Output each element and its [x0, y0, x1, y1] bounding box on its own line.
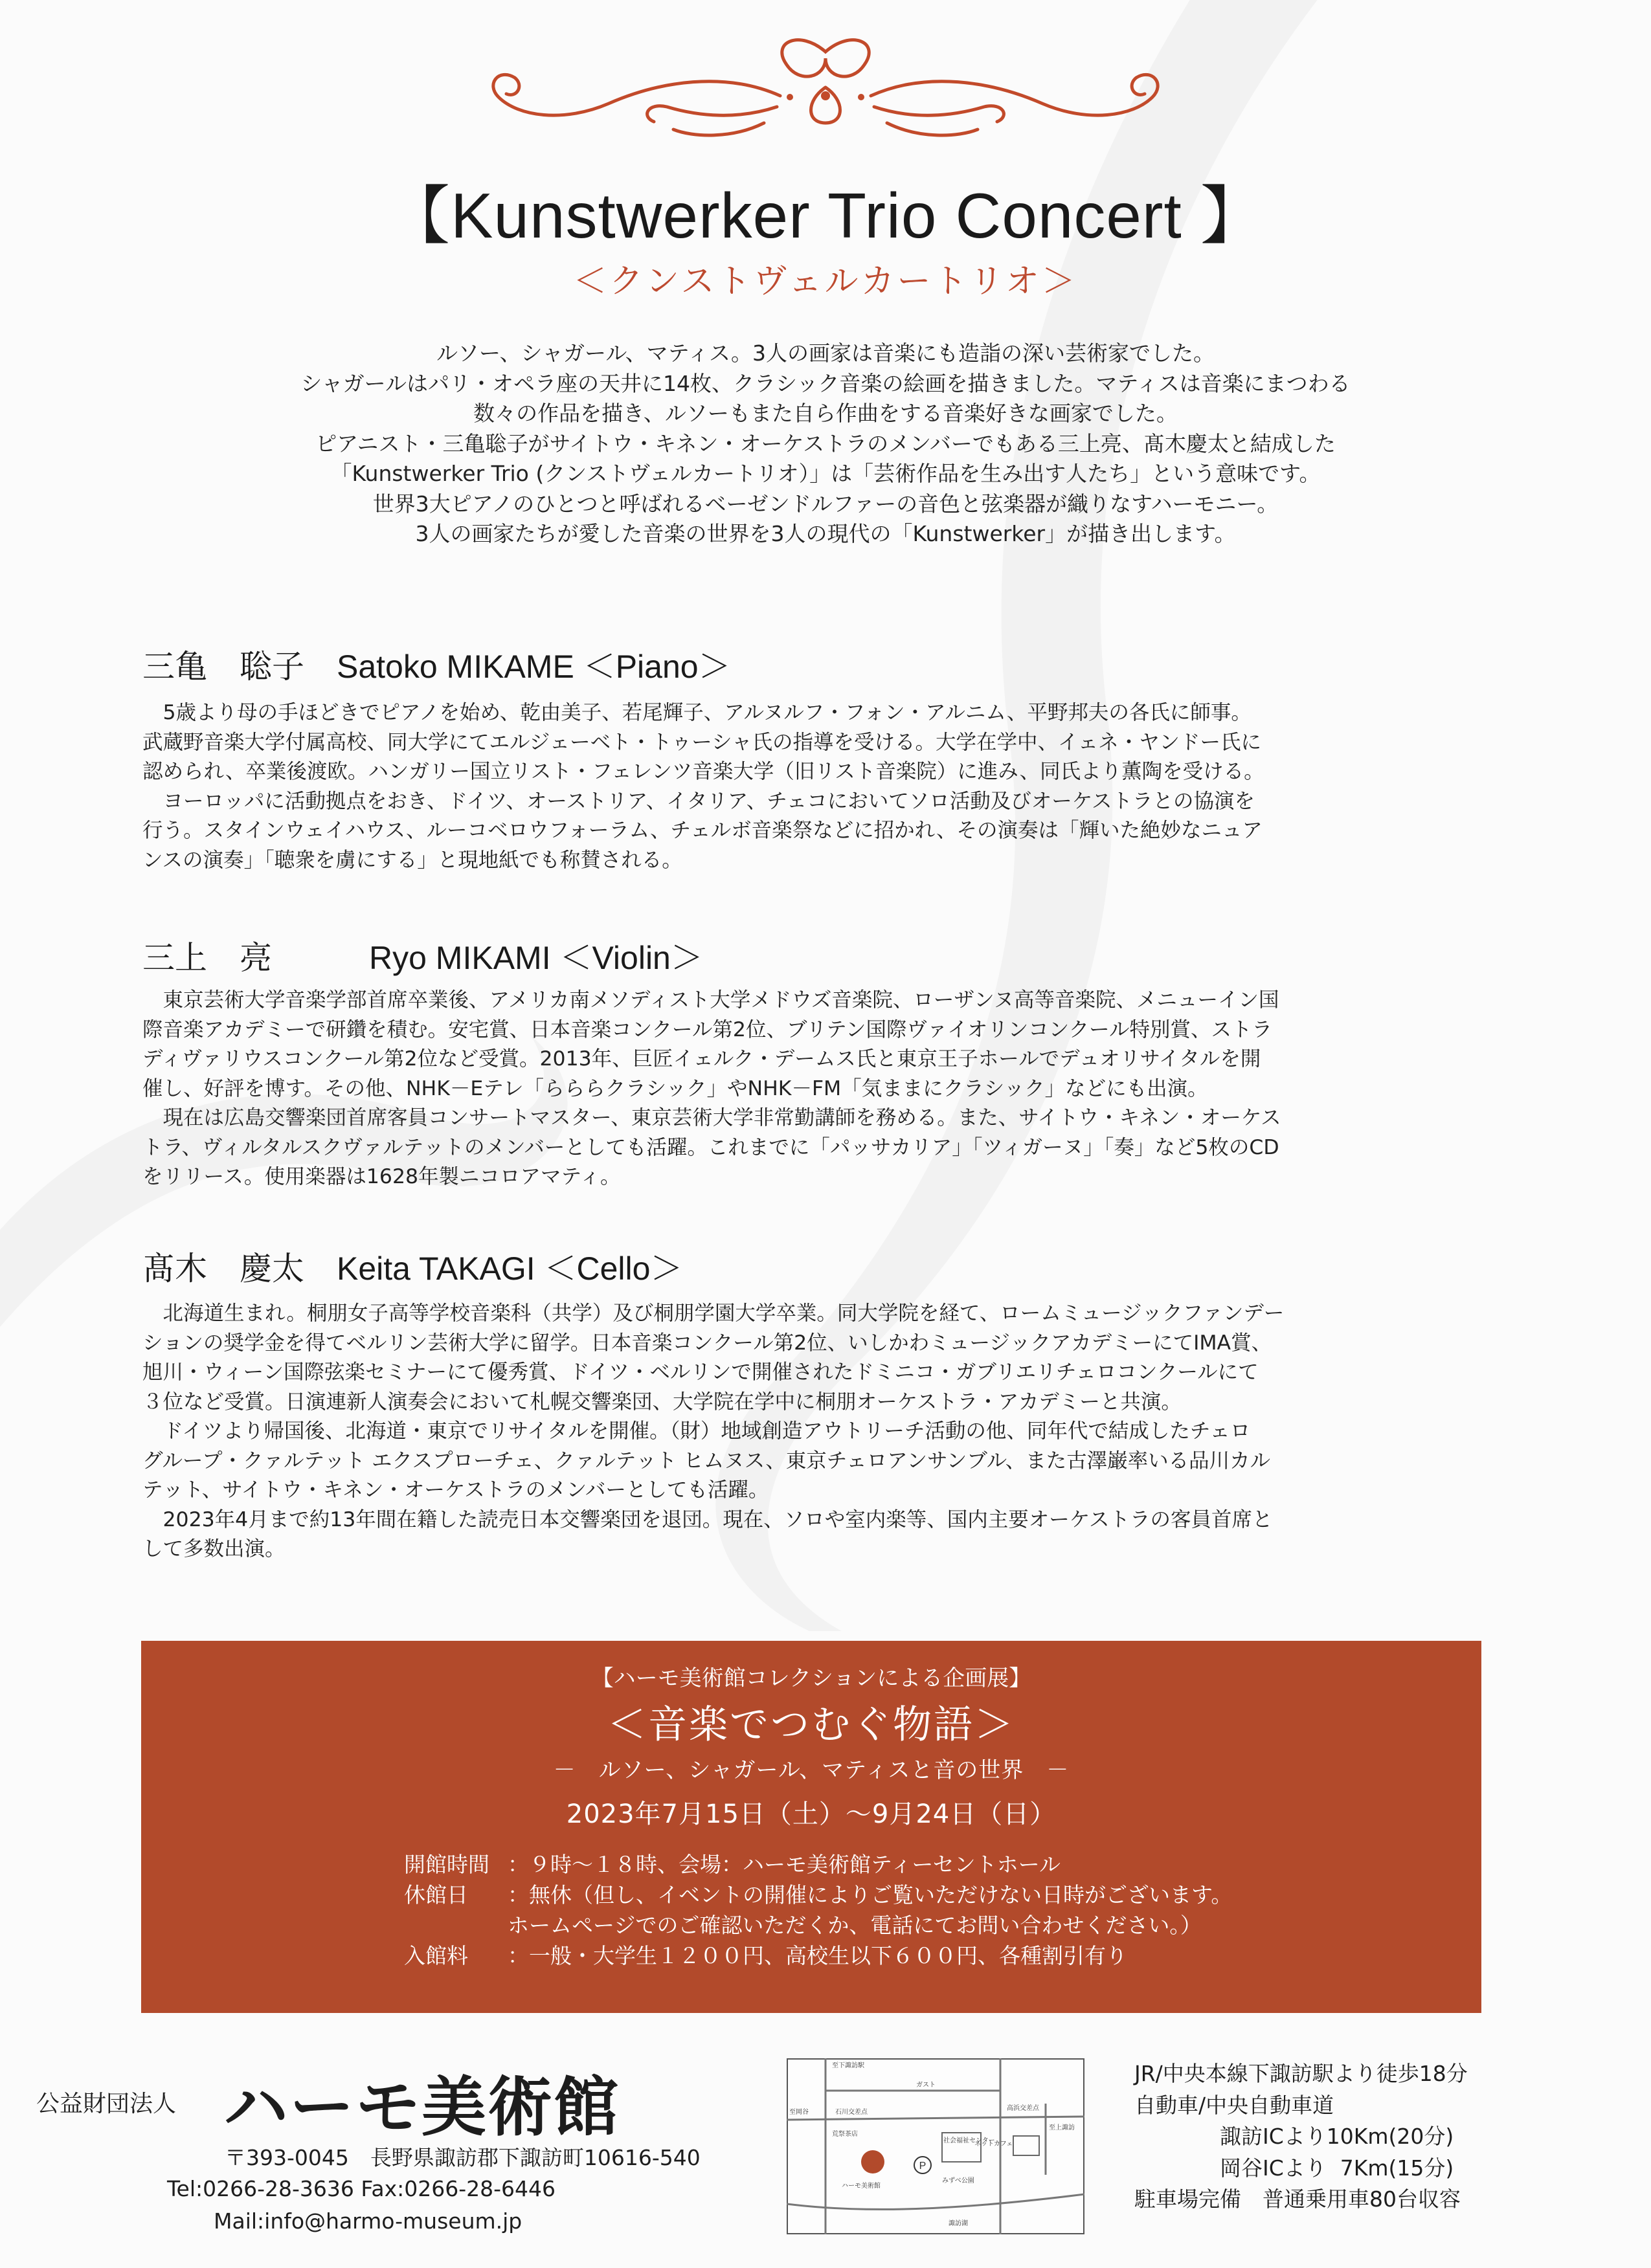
svg-text:P: P: [919, 2161, 927, 2172]
bio-line: 東京芸術大学音楽学部首席卒業後、アメリカ南メソディスト大学メドウズ音楽院、ローザンヌ高等音楽院、メニューイン国: [142, 988, 1279, 1012]
museum-contact: Tel:0266-28-3636 Fax:0266-28-6446: [167, 2176, 556, 2201]
bio-line: 2023年4月まで約13年間在籍した読売日本交響楽団を退団。現在、ソロや室内楽等、国内主要オーケストラの客員首席と: [142, 1507, 1273, 1531]
exhibition-subtitle: － ルソー、シャガール、マティスと音の世界 －: [553, 1757, 1070, 1783]
bio-line: 武蔵野音楽大学付属高校、同大学にてエルジェーベト・トゥーシャ氏の指導を受ける。大学在学中、イェネ・ヤンドー氏に: [142, 730, 1261, 754]
hours-row: [404, 1849, 1440, 1880]
map-label: 至岡谷: [789, 2109, 809, 2116]
performer-name-piano: 三亀 聡子 Satoko MIKAME ＜Piano＞: [142, 649, 731, 685]
intro-line: 数々の作品を描き、ルソーもまた自ら作曲をする音楽好きな画家でした。: [473, 401, 1178, 426]
bio-line: 催し、好評を博す。その他、NHK－Eテレ「らららクラシック」やNHK－FM「気ままにクラシック」などにも出演。: [142, 1076, 1208, 1100]
hours-value: ：９時～１８時、会場：ハーモ美術館ティーセントホール: [508, 1852, 1061, 1877]
intro-line: 3人の画家たちが愛した音楽の世界を3人の現代の「Kunstwerker」が描き出します。: [415, 521, 1236, 546]
museum-mail: Mail:info@harmo-museum.jp: [214, 2208, 522, 2234]
bio-line: ションの奨学金を得てベルリン芸術大学に留学。日本音楽コンクール第2位、いしかわミュージックアカデミーにてIMA賞、: [142, 1331, 1272, 1355]
intro-line: ピアニスト・三亀聡子がサイトウ・キネン・オーケストラのメンバーでもある三上亮、髙木慶太と結成した: [315, 430, 1336, 456]
map-label: ガスト: [916, 2082, 936, 2089]
performer-bio-piano: [142, 698, 1515, 875]
bio-line: 5歳より母の手ほどきでピアノを始め、乾由美子、若尾輝子、アルヌルフ・フォン・アルニム、平野邦夫の各氏に師事。: [142, 701, 1252, 724]
bio-line: して多数出演。: [142, 1537, 286, 1561]
access-line: JR/中央本線下諏訪駅より徒歩18分: [1134, 2061, 1468, 2086]
bio-line: 行う。スタインウェイハウス、ルーコベロウフォーラム、チェルボ音楽祭などに招かれ、その演奏は「輝いた絶妙なニュア: [142, 819, 1263, 842]
map-label: 諏訪湖: [949, 2220, 968, 2227]
map-label: 高浜交差点: [1007, 2105, 1039, 2112]
museum-address: 〒393-0045 長野県諏訪郡下諏訪町10616-540: [225, 2145, 701, 2170]
access-line: 諏訪ICより10Km(20分): [1134, 2124, 1454, 2149]
exhibition-label: 【ハーモ美術館コレクションによる企画展】: [591, 1665, 1031, 1691]
closed-value: ：無休（但し、イベントの開催によりご覧いただけない日時がございます。: [508, 1882, 1233, 1907]
bio-line: 現在は広島交響楽団首席客員コンサートマスター、東京芸術大学非常勤講師を務める。また、サイトウ・キネン・オーケス: [142, 1106, 1281, 1129]
museum-name: ハーモ美術館: [223, 2069, 620, 2145]
access-line: 駐車場完備 普通乗用車80台収容: [1134, 2186, 1461, 2212]
performer-bio-violin: [142, 986, 1515, 1192]
access-line: 自動車/中央自動車道: [1134, 2092, 1334, 2118]
bio-line: ンスの演奏」「聴衆を虜にする」と現地紙でも称賛される。: [142, 848, 682, 872]
access-line: 岡谷ICより 7Km(15分): [1134, 2155, 1454, 2181]
exhibition-banner: [141, 1641, 1481, 2013]
bio-line: ３位など受賞。日演連新人演奏会において札幌交響楽団、大学院在学中に桐朋オーケストラ・アカデミーと共演。: [142, 1390, 1182, 1414]
bio-line: 北海道生まれ。桐朋女子高等学校音楽科（共学）及び桐朋学園大学卒業。同大学院を経て、ロームミュージックファンデー: [142, 1302, 1285, 1325]
intro-line: シャガールはパリ・オペラ座の天井に14枚、クラシック音楽の絵画を描きました。マティスは音楽にまつわる: [300, 370, 1351, 396]
performer-bio-cello: [142, 1299, 1515, 1564]
bio-line: をリリース。使用楽器は1628年製ニコロアマティ。: [142, 1165, 621, 1188]
admission-label: 入館料: [404, 1943, 468, 1968]
org-type-label: 公益財団法人: [36, 2091, 177, 2117]
bio-line: テット、サイトウ・キネン・オーケストラのメンバーとしても活躍。: [142, 1478, 769, 1502]
bio-line: トラ、ヴィルタルスクヴァルテットのメンバーとしても活躍。これまでに「パッサカリア」「ツィガーヌ」「奏」など5枚のCD: [142, 1135, 1279, 1159]
concert-title: 【Kunstwerker Trio Concert 】: [387, 180, 1264, 251]
closed-note-row: [404, 1910, 1440, 1940]
admission-row: [404, 1940, 1440, 1971]
map-label: 荒祭茶店: [832, 2131, 858, 2138]
exhibition-title: ＜音楽でつむぐ物語＞: [607, 1702, 1015, 1748]
access-map: [787, 2058, 1084, 2234]
map-label: 至下諏訪駅: [832, 2062, 864, 2069]
intro-paragraph: [129, 339, 1522, 550]
map-label: 社会福祉センター: [943, 2137, 995, 2144]
map-label: ネットカフェ: [974, 2140, 1013, 2148]
bio-line: 認められ、卒業後渡欧。ハンガリー国立リスト・フェレンツ音楽大学（旧リスト音楽院）に進み、同氏より薫陶を受ける。: [142, 760, 1264, 783]
bio-line: 旭川・ウィーン国際弦楽セミナーにて優秀賞、ドイツ・ベルリンで開催されたドミニコ・ガブリエリチェロコンクールにて: [142, 1361, 1259, 1384]
bio-line: 際音楽アカデミーで研鑽を積む。安宅賞、日本音楽コンクール第2位、ブリテン国際ヴァイオリンコンクール特別賞、ストラ: [142, 1017, 1272, 1041]
intro-line: ルソー、シャガール、マティス。3人の画家は音楽にも造詣の深い芸術家でした。: [436, 340, 1215, 366]
map-label: ハーモ美術館: [842, 2183, 881, 2190]
intro-line: 世界3大ピアノのひとつと呼ばれるベーゼンドルファーの音色と弦楽器が織りなすハーモニー。: [372, 491, 1279, 517]
concert-subtitle: ＜クンストヴェルカートリオ＞: [573, 262, 1078, 301]
performer-name-cello: 髙木 慶太 Keita TAKAGI ＜Cello＞: [142, 1251, 683, 1287]
decorative-ornament: [453, 26, 1198, 149]
exhibition-info: [404, 1849, 1440, 1971]
exhibition-dates: 2023年7月15日（土）～9月24日（日）: [566, 1799, 1057, 1829]
bio-line: グループ・クァルテット エクスプローチェ、クァルテット ヒムヌス、東京チェロアンサンブル、また古澤巌率いる品川カル: [142, 1449, 1271, 1473]
intro-line: 「Kunstwerker Trio (クンストヴェルカートリオ）」は「芸術作品を生み出す人たち」という意味です。: [330, 461, 1321, 486]
closed-note: ホームページでのご確認いただくか、電話にてお問い合わせください。）: [508, 1913, 1202, 1938]
map-label: 至上諏訪: [1049, 2124, 1075, 2131]
performer-name-violin: 三上 亮 Ryo MIKAMI ＜Violin＞: [142, 940, 703, 976]
map-label: 石川交差点: [835, 2109, 868, 2116]
closed-label: 休館日: [404, 1882, 468, 1907]
access-info: [1134, 2058, 1639, 2216]
hours-label: 開館時間: [404, 1852, 489, 1877]
museum-marker-icon: [861, 2150, 884, 2174]
map-label: みずべ公園: [942, 2177, 974, 2185]
bio-line: ディヴァリウスコンクール第2位など受賞。2013年、巨匠イェルク・デームス氏と東京王子ホールでデュオリサイタルを開: [142, 1047, 1261, 1071]
closed-row: [404, 1880, 1440, 1910]
bio-line: ドイツより帰国後、北海道・東京でリサイタルを開催。（財）地域創造アウトリーチ活動の他、同年代で結成したチェロ: [142, 1419, 1251, 1443]
admission-value: ：一般・大学生１２００円、高校生以下６００円、各種割引有り: [508, 1943, 1127, 1968]
bio-line: ヨーロッパに活動拠点をおき、ドイツ、オーストリア、イタリア、チェコにおいてソロ活動及びオーケストラとの協演を: [142, 789, 1255, 813]
